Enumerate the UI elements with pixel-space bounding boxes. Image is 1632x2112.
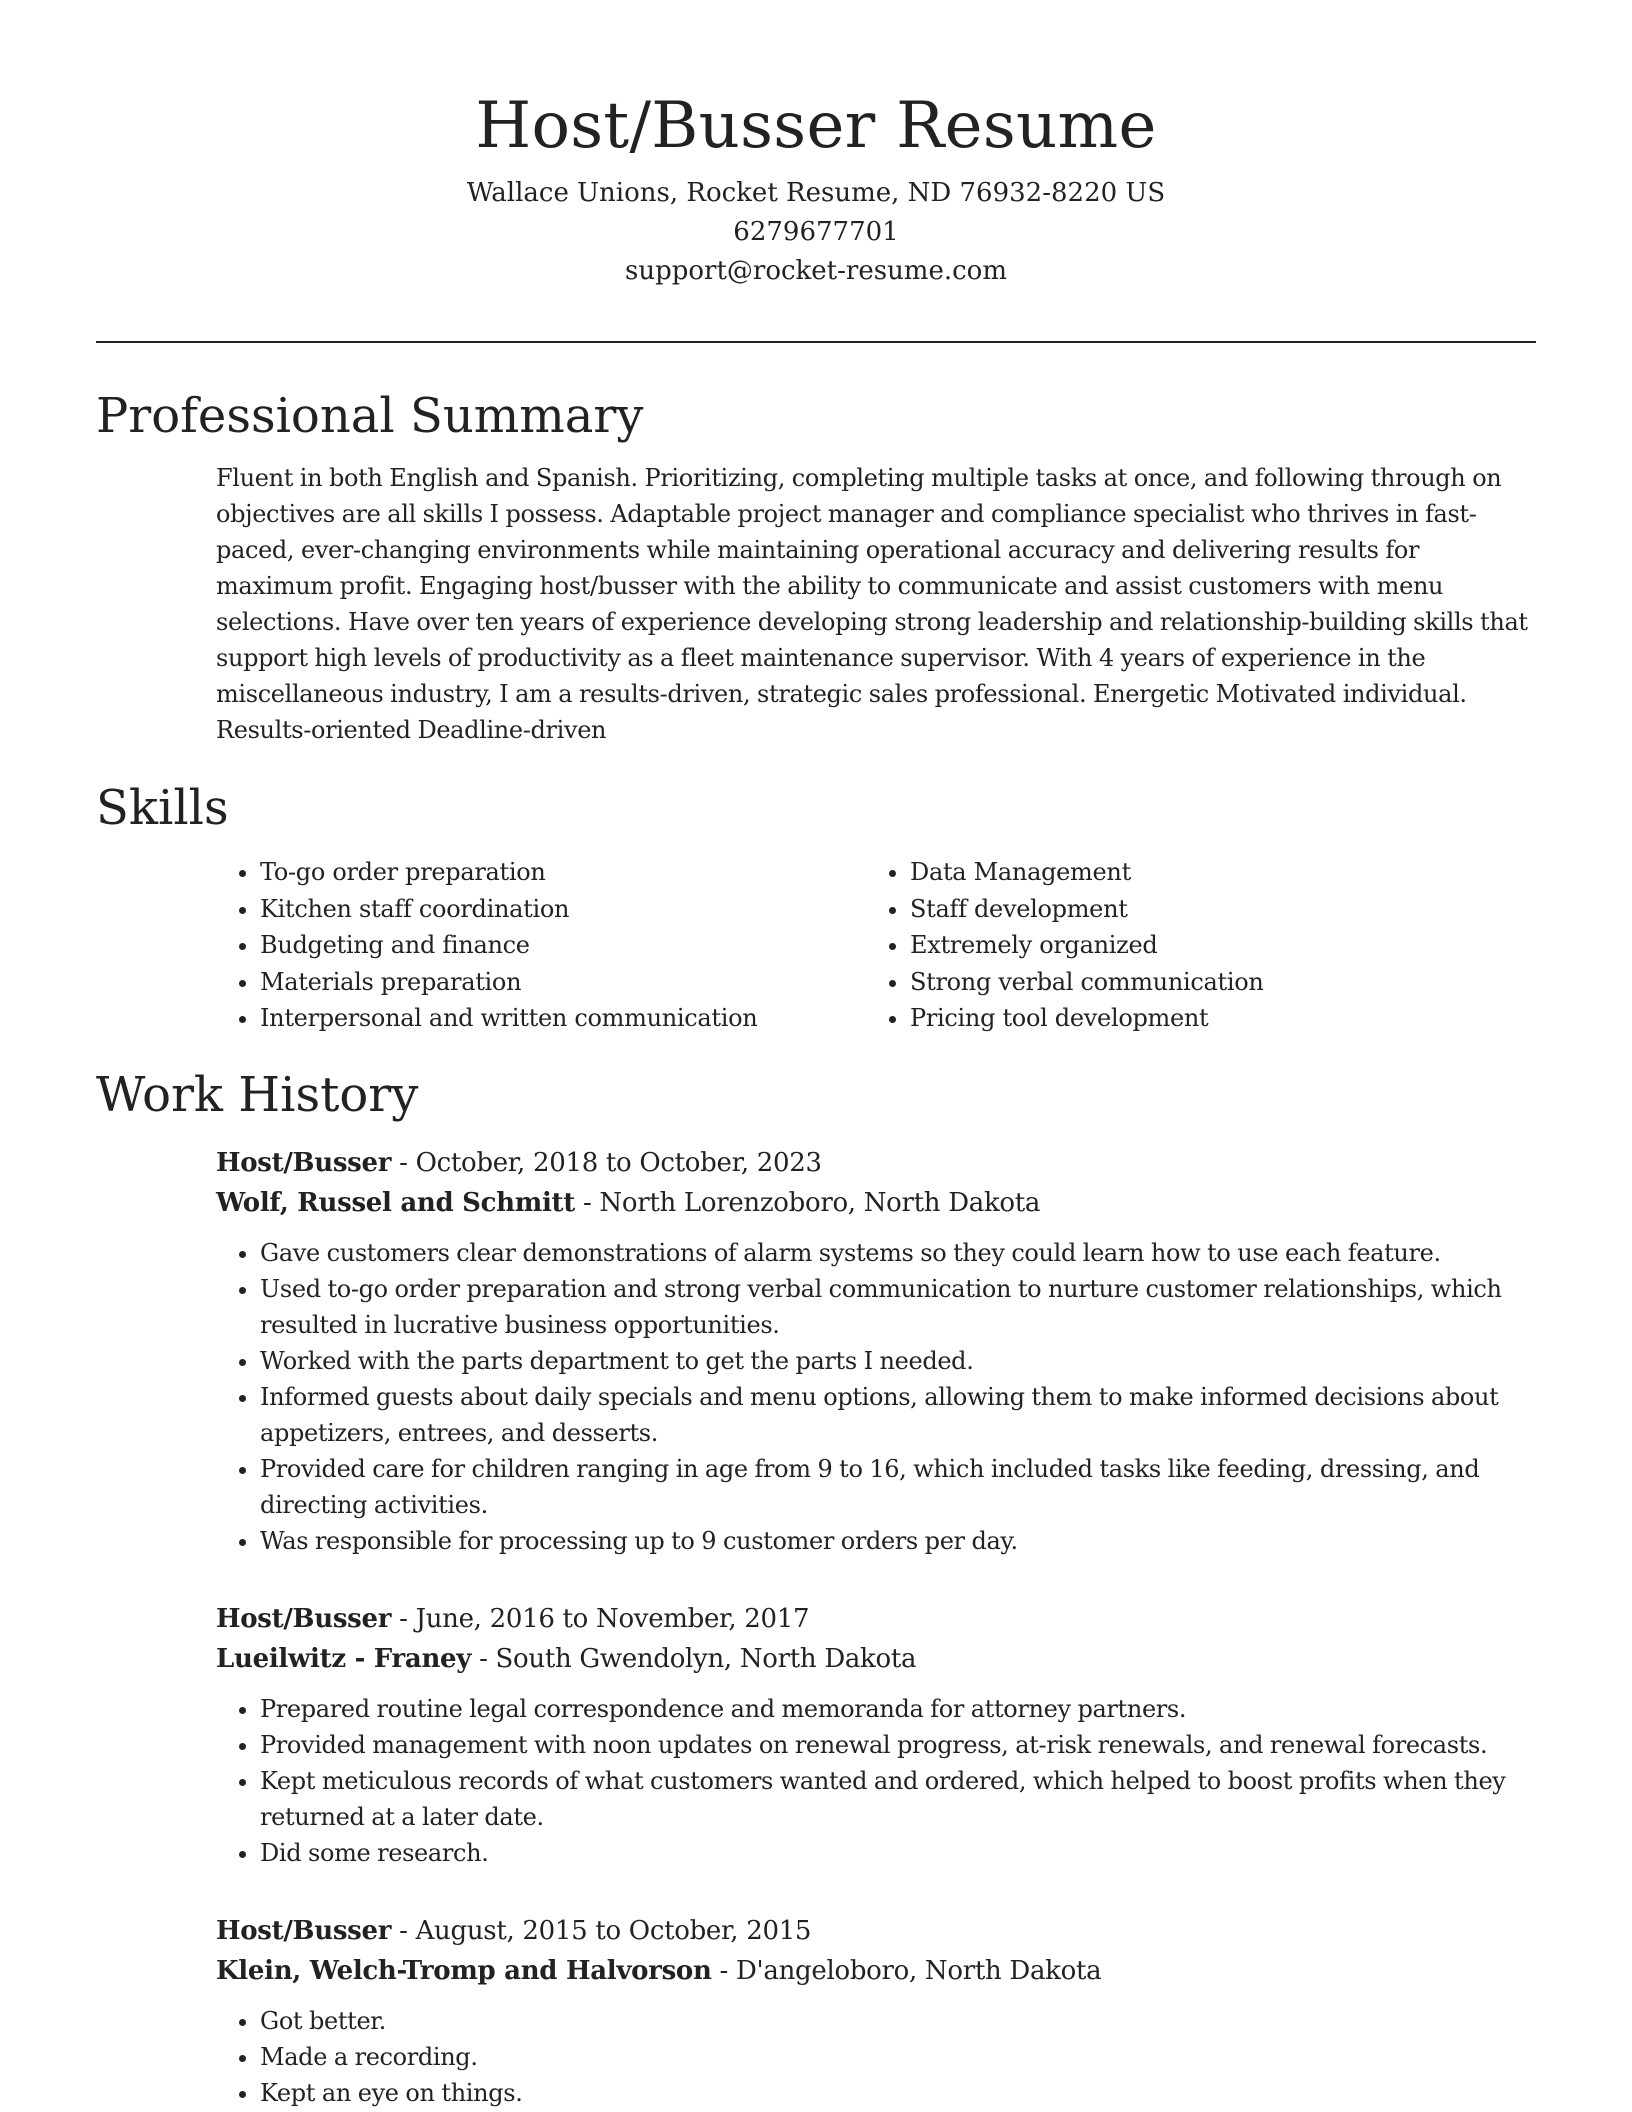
job-company-line <box>216 1951 1536 1991</box>
job-title-line <box>216 1911 1536 1951</box>
job-title-line <box>216 1143 1536 1183</box>
job-location: - North Lorenzoboro, North Dakota <box>574 1187 1041 1218</box>
job-title-line <box>216 1599 1536 1639</box>
skill-item: • Data Management <box>910 854 1516 891</box>
job-bullets <box>216 1691 1536 1871</box>
contact-phone: 6279677701 <box>733 217 899 247</box>
contact-address: Wallace Unions, Rocket Resume, ND 76932-8220 US <box>466 178 1166 208</box>
skill-item: • Kitchen staff coordination <box>260 891 866 928</box>
job-company-line <box>216 1183 1536 1223</box>
contact-block <box>96 174 1536 291</box>
resume-content <box>96 380 1536 2111</box>
skill-item: • Strong verbal communication <box>910 964 1516 1001</box>
job-bullet: • Used to-go order preparation and strong verbal communication to nurture customer relationships, which resulted in lucrative business opportunities. <box>260 1271 1536 1343</box>
job-dates: - June, 2016 to November, 2017 <box>391 1603 810 1634</box>
skill-item: • Budgeting and finance <box>260 927 866 964</box>
resume-header <box>96 84 1536 291</box>
job-bullet: • Did some research. <box>260 1835 1536 1871</box>
summary-heading: Professional Summary <box>96 388 644 444</box>
job-bullet: • Worked with the parts department to get the parts I needed. <box>260 1343 1536 1379</box>
skills-right-column <box>866 854 1516 1037</box>
job-location: - D'angeloboro, North Dakota <box>711 1955 1102 1986</box>
job-company: Wolf, Russel and Schmitt <box>216 1187 575 1218</box>
skills-grid <box>216 854 1536 1037</box>
skill-item: • Interpersonal and written communication <box>260 1000 866 1037</box>
work-history-heading: Work History <box>96 1066 419 1123</box>
work-history-section <box>96 1059 1536 2111</box>
job-dates: - October, 2018 to October, 2023 <box>391 1147 822 1178</box>
skill-item: • Materials preparation <box>260 964 866 1001</box>
job-dates: - August, 2015 to October, 2015 <box>391 1915 812 1946</box>
job-bullets <box>216 2003 1536 2111</box>
skill-item: • Pricing tool development <box>910 1000 1516 1037</box>
skills-left-column <box>216 854 866 1037</box>
skills-heading: Skills <box>96 780 229 836</box>
job-company: Klein, Welch-Tromp and Halvorson <box>216 1955 712 1986</box>
header-divider <box>96 341 1536 343</box>
contact-email: support@rocket-resume.com <box>624 256 1007 286</box>
job-bullet: • Prepared routine legal correspondence and memoranda for attorney partners. <box>260 1691 1536 1727</box>
resume-title: Host/Busser Resume <box>475 89 1157 163</box>
job-bullet: • Kept an eye on things. <box>260 2075 1536 2111</box>
job-title: Host/Busser <box>216 1147 392 1178</box>
job-bullet: • Provided management with noon updates on renewal progress, at-risk renewals, and renewal forecasts. <box>260 1727 1536 1763</box>
job-bullet: • Gave customers clear demonstrations of alarm systems so they could learn how to use each feature. <box>260 1235 1536 1271</box>
job-bullet: • Informed guests about daily specials and menu options, allowing them to make informed decisions about appetizers, entrees, and desserts. <box>260 1379 1536 1451</box>
job-bullets <box>216 1235 1536 1559</box>
job-entry <box>216 1599 1536 1871</box>
job-company-line <box>216 1639 1536 1679</box>
job-bullet: • Made a recording. <box>260 2039 1536 2075</box>
skill-item: • Staff development <box>910 891 1516 928</box>
job-location: - South Gwendolyn, North Dakota <box>471 1643 917 1674</box>
job-bullet: • Kept meticulous records of what customers wanted and ordered, which helped to boost profits when they returned at a later date. <box>260 1763 1536 1835</box>
job-entry <box>216 1143 1536 1559</box>
job-title: Host/Busser <box>216 1915 392 1946</box>
skill-item: • Extremely organized <box>910 927 1516 964</box>
job-bullet: • Was responsible for processing up to 9 customer orders per day. <box>260 1523 1536 1559</box>
skill-item: • To-go order preparation <box>260 854 866 891</box>
job-title: Host/Busser <box>216 1603 392 1634</box>
job-entry <box>216 1911 1536 2111</box>
summary-section <box>96 380 1536 748</box>
job-company: Lueilwitz - Franey <box>216 1643 472 1674</box>
skills-section <box>96 772 1536 1037</box>
job-bullet: • Provided care for children ranging in age from 9 to 16, which included tasks like feeding, dressing, and directing activities. <box>260 1451 1536 1523</box>
summary-text: Fluent in both English and Spanish. Prioritizing, completing multiple tasks at once, and following through on objectives are all skills I possess. Adaptable project manager and compliance specialist who thrives in fast-paced, ever-changing environments while maintaining operational accuracy and delivering results for maximum profit. Engaging host/busser with the ability to communicate and assist customers with menu selections. Have over ten years of experience developing strong leadership and relationship-building skills that support high levels of productivity as a fleet maintenance supervisor. With 4 years of experience in the miscellaneous industry, I am a results-driven, strategic sales professional. Energetic Motivated individual. Results-oriented Deadline-driven <box>216 464 1528 744</box>
job-bullet: • Got better. <box>260 2003 1536 2039</box>
